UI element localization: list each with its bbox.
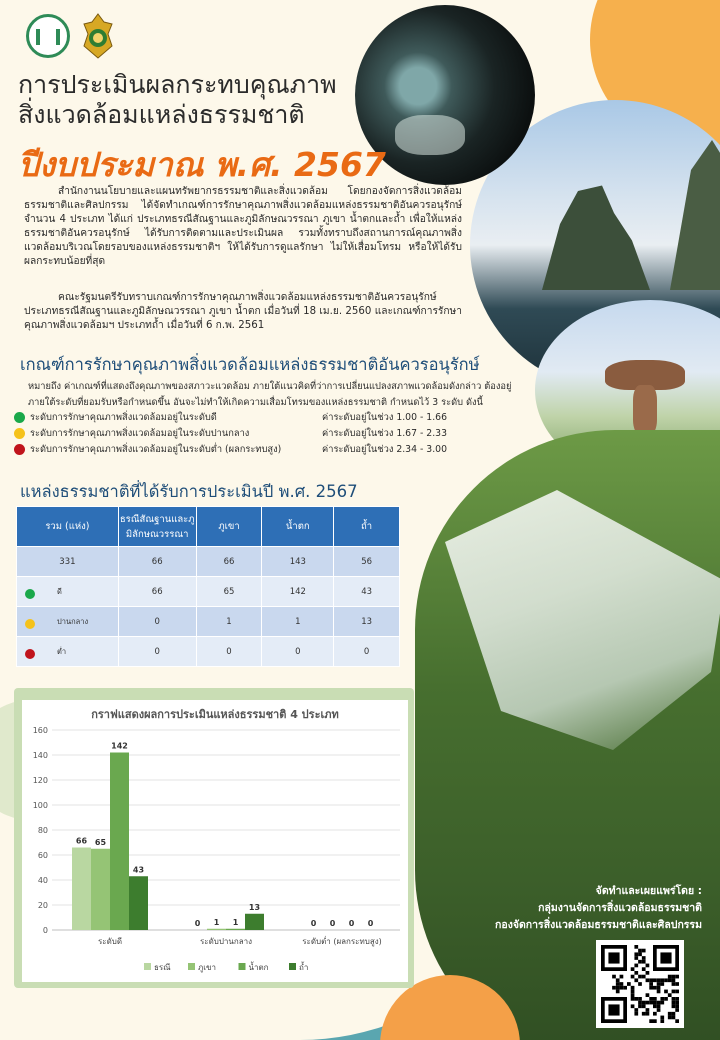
x-tick-label: ระดับดี: [97, 937, 123, 946]
table-cell: 0: [118, 637, 196, 667]
col-cave: ถ้ำ: [334, 507, 400, 547]
row-label-cell: [17, 607, 119, 637]
y-tick-label: 40: [37, 876, 48, 885]
y-tick-label: 20: [37, 901, 48, 910]
table-cell: 1: [262, 607, 334, 637]
y-tick-label: 100: [32, 801, 48, 810]
y-tick-label: 140: [32, 751, 48, 760]
table-cell: 66: [118, 577, 196, 607]
table-cell: 0: [118, 607, 196, 637]
y-tick-label: 160: [32, 726, 48, 735]
credit-label: จัดทำและเผยแพร่โดย :: [595, 885, 702, 897]
table-cell: 66: [196, 547, 262, 577]
table-cell: 66: [118, 547, 196, 577]
data-label: 43: [132, 865, 145, 875]
onep-logo-icon: [26, 14, 70, 58]
level-range: ค่าระดับอยู่ในช่วง 1.00 - 1.66: [322, 412, 447, 423]
row-label-cell: [17, 577, 119, 607]
table-cell: 0: [334, 637, 400, 667]
level-range: ค่าระดับอยู่ในช่วง 2.34 - 3.00: [322, 444, 447, 455]
chart-title: กราฟแสดงผลการประเมินแหล่งธรรมชาติ 4 ประเภท: [91, 708, 339, 721]
legend-label: ถ้ำ: [299, 963, 309, 972]
row-label-cell: [17, 637, 119, 667]
fiscal-year-title: ปีงบประมาณ พ.ศ. 2567: [18, 145, 386, 184]
col-total: รวม (แห่ง): [17, 507, 119, 547]
legend-swatch: [239, 963, 246, 970]
row-label: 331: [59, 556, 76, 567]
data-label: 0: [194, 919, 201, 928]
legend-label: น้ำตก: [248, 963, 269, 972]
level-dot-icon: [14, 428, 25, 439]
chart-card: [22, 700, 408, 982]
data-label: 142: [111, 741, 128, 751]
row-label: ดี: [57, 586, 62, 596]
y-tick-label: 120: [32, 776, 48, 785]
bar: [207, 929, 226, 930]
intro-paragraph: สำนักงานนโยบายและแผนทรัพยากรธรรมชาติและสิ่งแวดล้อม โดยกองจัดการสิ่งแวดล้อมธรรมชาติและศิลปกรรม ได้จัดทำเกณฑ์การรักษาคุณภาพสิ่งแวดล้อมแหล่งธรรมชาติอันควรอนุรักษ์ จำนวน 4 ประเภท ได้แก่ ประเภทธรณีสัณฐานและภูมิลักษณวรรณา ภูเขา น้ำตกและถ้ำ เพื่อให้แหล่งธรรมชาติอันควรอนุรักษ์ ได้รับการติดตามและประเมินผล รวมทั้งทราบถึงสถานการณ์คุณภาพสิ่งแวดล้อมบริเวณโดยรอบของแหล่งธรรมชาติฯ ให้ได้รับการดูแลรักษา ไม่ให้เสื่อมโทรม หรือให้ได้รับผลกระทบน้อยที่สุด: [24, 186, 462, 267]
criteria-level-0: [14, 410, 544, 425]
table-row: [17, 607, 400, 637]
bar: [110, 753, 129, 931]
data-label: 1: [232, 917, 239, 927]
y-tick-label: 80: [37, 826, 48, 835]
data-label: 1: [213, 917, 220, 927]
table-cell: 143: [262, 547, 334, 577]
table-cell: 0: [196, 637, 262, 667]
credit-division: กองจัดการสิ่งแวดล้อมธรรมชาติและศิลปกรรม: [495, 919, 702, 931]
status-dot-icon: [25, 619, 35, 629]
level-dot-icon: [14, 412, 25, 423]
bar: [245, 914, 264, 930]
table-row: [17, 637, 400, 667]
ministry-seal-icon: [78, 12, 118, 60]
status-dot-icon: [25, 589, 35, 599]
criteria-level-1: [14, 426, 544, 441]
bar-chart: [22, 700, 408, 982]
data-label: 0: [310, 919, 317, 928]
level-label: ระดับการรักษาคุณภาพสิ่งแวดล้อมอยู่ในระดับต่ำ (ผลกระทบสูง): [30, 444, 282, 455]
table-cell: 56: [334, 547, 400, 577]
criteria-description: หมายถึง ค่าเกณฑ์ที่แสดงถึงคุณภาพของสภาวะแวดล้อม ภายใต้แนวคิดที่ว่าการเปลี่ยนแปลงสภาพแวดล้อมดังกล่าว ต้องอยู่ภายใต้ระดับที่ยอมรับหรือกำหนดขึ้น อันจะไม่ทำให้เกิดความเสื่อมโทรมของแหล่งธรรมชาติ กำหนดไว้ 3 ระดับ ดังนี้: [28, 381, 512, 408]
table-cell: 13: [334, 607, 400, 637]
data-label: 0: [348, 919, 355, 928]
legend-label: ธรณี: [154, 963, 171, 972]
data-label: 0: [329, 919, 336, 928]
table-row: [17, 577, 400, 607]
qr-code-icon[interactable]: [596, 940, 684, 1028]
x-tick-label: ระดับต่ำ (ผลกระทบสูง): [302, 937, 382, 946]
data-label: 13: [248, 902, 261, 912]
table-cell: 65: [196, 577, 262, 607]
bar: [91, 849, 110, 930]
credit-block: [422, 883, 702, 934]
data-label: 65: [94, 837, 107, 847]
row-label: ต่ำ: [57, 646, 67, 656]
bar: [72, 848, 91, 931]
level-range: ค่าระดับอยู่ในช่วง 1.67 - 2.33: [322, 428, 447, 439]
sites-table: [16, 506, 400, 667]
credit-unit: กลุ่มงานจัดการสิ่งแวดล้อมธรรมชาติ: [538, 902, 702, 914]
col-mountain: ภูเขา: [196, 507, 262, 547]
legend-swatch: [289, 963, 296, 970]
data-label: 0: [367, 919, 374, 928]
y-tick-label: 0: [42, 926, 48, 935]
row-label: ปานกลาง: [57, 616, 89, 626]
level-label: ระดับการรักษาคุณภาพสิ่งแวดล้อมอยู่ในระดับปานกลาง: [30, 428, 250, 439]
status-dot-icon: [25, 649, 35, 659]
level-dot-icon: [14, 444, 25, 455]
bar: [226, 929, 245, 930]
criteria-level-2: [14, 442, 544, 457]
col-waterfall: น้ำตก: [262, 507, 334, 547]
page-title: การประเมินผลกระทบคุณภาพ สิ่งแวดล้อมแหล่งธรรมชาติ: [18, 70, 337, 129]
legend-swatch: [144, 963, 151, 970]
criteria-heading: เกณฑ์การรักษาคุณภาพสิ่งแวดล้อมแหล่งธรรมชาติอันควรอนุรักษ์: [20, 355, 480, 374]
bar: [129, 876, 148, 930]
y-tick-label: 60: [37, 851, 48, 860]
table-cell: 142: [262, 577, 334, 607]
level-label: ระดับการรักษาคุณภาพสิ่งแวดล้อมอยู่ในระดับดี: [30, 412, 217, 423]
table-cell: 0: [262, 637, 334, 667]
data-label: 66: [75, 836, 88, 846]
x-tick-label: ระดับปานกลาง: [199, 937, 253, 946]
table-cell: 1: [196, 607, 262, 637]
table-cell: 43: [334, 577, 400, 607]
table-row: [17, 547, 400, 577]
legend-swatch: [188, 963, 195, 970]
cabinet-paragraph: คณะรัฐมนตรีรับทราบเกณฑ์การรักษาคุณภาพสิ่งแวดล้อมแหล่งธรรมชาติอันควรอนุรักษ์ประเภทธรณีสัณฐานและภูมิลักษณวรรณา ภูเขา น้ำตก เมื่อวันที่ 18 เม.ย. 2560 และเกณฑ์การรักษาคุณภาพสิ่งแวดล้อมฯ ประเภทถ้ำ เมื่อวันที่ 6 ก.พ. 2561: [24, 292, 462, 331]
sites-heading: แหล่งธรรมชาติที่ได้รับการประเมินปี พ.ศ. 2567: [20, 482, 358, 501]
legend-label: ภูเขา: [198, 963, 216, 972]
col-landform: ธรณีสัณฐานและภูมิลักษณวรรณา: [118, 507, 196, 547]
row-label-cell: [17, 547, 119, 577]
